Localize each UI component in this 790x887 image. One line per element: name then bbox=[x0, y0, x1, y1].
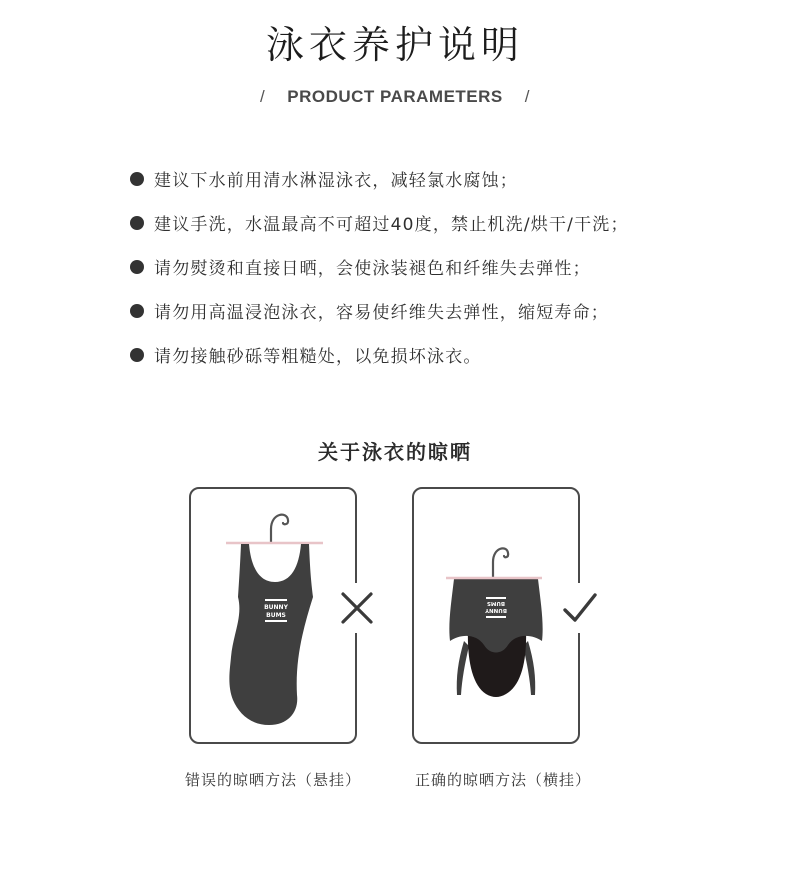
bullet-icon bbox=[130, 260, 144, 274]
care-rule-text: 请勿接触砂砾等粗糙处，以免损坏泳衣。 bbox=[154, 347, 482, 367]
drying-section-title: 关于泳衣的晾晒 bbox=[318, 440, 472, 464]
care-rule bbox=[130, 210, 730, 254]
care-rule-text: 请勿熨烫和直接日晒，会使泳装褪色和纤维失去弹性； bbox=[154, 259, 591, 279]
check-icon bbox=[561, 583, 599, 633]
bullet-icon bbox=[130, 348, 144, 362]
right-drying-caption: 正确的晾晒方法（横挂） bbox=[415, 771, 592, 789]
cross-icon bbox=[338, 583, 376, 633]
care-rule-text: 建议下水前用清水淋湿泳衣，减轻氯水腐蚀； bbox=[154, 171, 518, 191]
wrong-mark bbox=[338, 583, 376, 633]
swimsuit-brand-text: BUNNY bbox=[485, 607, 507, 613]
swimsuit-brand-text: BUMS bbox=[486, 600, 506, 606]
bullet-icon bbox=[130, 304, 144, 318]
swimsuit-hanging bbox=[229, 544, 313, 725]
subtitle-text: PRODUCT PARAMETERS bbox=[287, 87, 503, 106]
bullet-icon bbox=[130, 172, 144, 186]
wrong-drying-caption: 错误的晾晒方法（悬挂） bbox=[185, 771, 362, 789]
page-subtitle bbox=[0, 87, 790, 107]
right-drying-illustration bbox=[412, 487, 580, 744]
subtitle-slash-left: / bbox=[260, 87, 266, 106]
swimsuit-brand-text: BUMS bbox=[266, 612, 286, 619]
swimsuit-brand-text: BUNNY bbox=[264, 604, 288, 611]
care-rule bbox=[130, 342, 730, 386]
subtitle-slash-right: / bbox=[524, 87, 530, 106]
swimsuit-folded bbox=[449, 579, 542, 653]
care-rule bbox=[130, 254, 730, 298]
care-rule bbox=[130, 166, 730, 210]
care-rule-text: 请勿用高温浸泡泳衣，容易使纤维失去弹性，缩短寿命； bbox=[154, 303, 609, 323]
wrong-drying-illustration bbox=[189, 487, 357, 744]
care-rule-text: 建议手洗，水温最高不可超过40度，禁止机洗/烘干/干洗； bbox=[154, 215, 629, 235]
hanging-swimsuit-illustration bbox=[191, 489, 355, 742]
care-rules-list bbox=[130, 166, 730, 386]
swimsuit-leg-strap bbox=[457, 641, 469, 695]
hanger-hook-icon bbox=[271, 515, 288, 542]
page-title: 泳衣养护说明 bbox=[265, 23, 524, 67]
hanger-hook-icon bbox=[493, 548, 508, 577]
bullet-icon bbox=[130, 216, 144, 230]
right-mark bbox=[561, 583, 599, 633]
care-rule bbox=[130, 298, 730, 342]
folded-swimsuit-illustration bbox=[414, 489, 578, 742]
